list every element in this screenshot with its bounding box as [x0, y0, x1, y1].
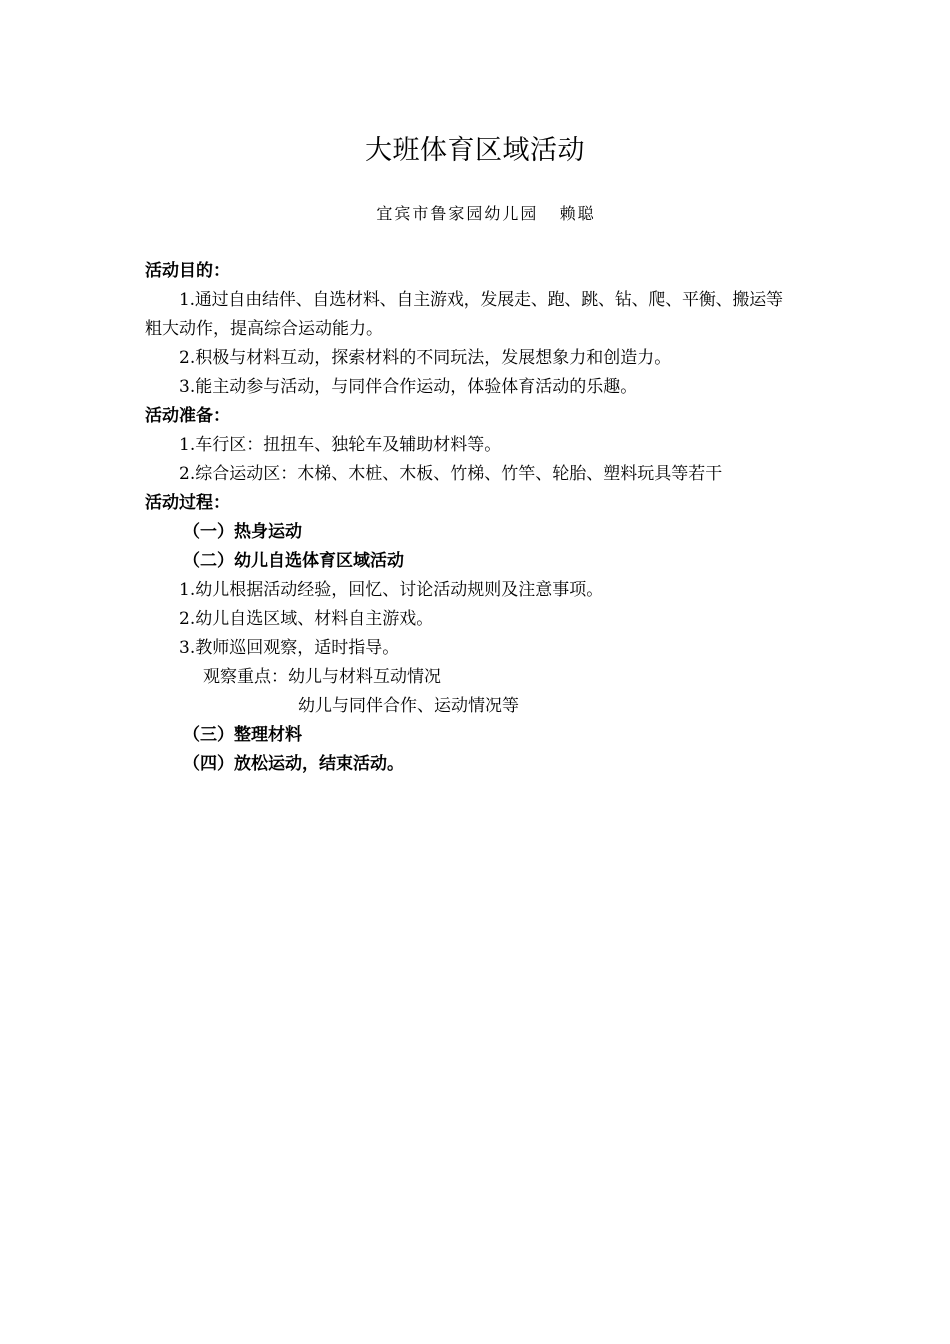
process-step-2: （二）幼儿自选体育区域活动: [183, 551, 404, 571]
document-body: [145, 257, 815, 779]
process-substep-3: 3.教师巡回观察，适时指导。: [179, 638, 400, 658]
section-heading-preparation: 活动准备：: [145, 406, 230, 426]
process-step-3: （三）整理材料: [183, 725, 302, 745]
document-title: 大班体育区域活动: [365, 135, 585, 166]
prep-item-1: 1.车行区：扭扭车、独轮车及辅助材料等。: [179, 435, 502, 455]
goal-item-2: 2.积极与材料互动，探索材料的不同玩法，发展想象力和创造力。: [179, 348, 672, 368]
observation-focus-2: 幼儿与同伴合作、运动情况等: [298, 696, 519, 716]
document-author: 宜宾市鲁家园幼儿园 赖聪: [376, 204, 596, 223]
section-heading-goals: 活动目的：: [145, 261, 230, 281]
process-substep-2: 2.幼儿自选区域、材料自主游戏。: [179, 609, 434, 629]
goal-item-1-continued: 粗大动作，提高综合运动能力。: [145, 319, 383, 339]
goal-item-3: 3.能主动参与活动，与同伴合作运动，体验体育活动的乐趣。: [179, 377, 638, 397]
section-heading-process: 活动过程：: [145, 493, 230, 513]
process-step-1: （一）热身运动: [183, 522, 302, 542]
observation-focus-1: 观察重点：幼儿与材料互动情况: [203, 667, 441, 687]
process-substep-1: 1.幼儿根据活动经验，回忆、讨论活动规则及注意事项。: [179, 580, 604, 600]
goal-item-1: 1.通过自由结伴、自选材料、自主游戏，发展走、跑、跳、钻、爬、平衡、搬运等: [179, 290, 783, 310]
process-step-4: （四）放松运动，结束活动。: [183, 754, 404, 774]
prep-item-2: 2.综合运动区：木梯、木桩、木板、竹梯、竹竿、轮胎、塑料玩具等若干: [179, 464, 723, 484]
